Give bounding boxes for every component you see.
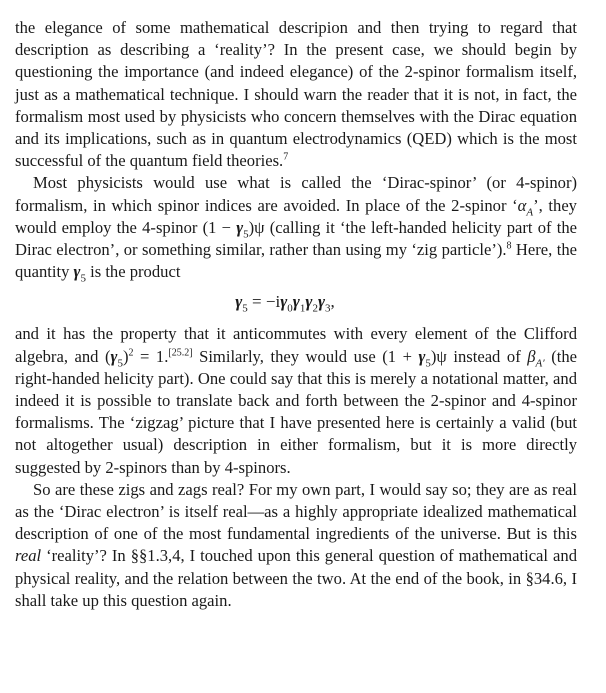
text: ‘reality’? In §§1.3,4, I touched upon this general question of mathematical and physical reality, and the relation between the two. At the end of the book, in §34.6, I shall take up this question again. xyxy=(15,546,577,610)
math-index: 1 xyxy=(299,302,306,315)
math-exponent: 2 xyxy=(128,347,134,359)
math-gamma: γ xyxy=(235,292,243,312)
footnote-ref[interactable]: 7 xyxy=(283,151,289,163)
paragraph-1 xyxy=(15,17,577,172)
paragraph-2 xyxy=(15,172,577,283)
math-index: A xyxy=(526,205,534,218)
text: is the product xyxy=(85,262,181,282)
math-gamma: γ xyxy=(110,346,118,366)
text: Similarly, they would use (1 + xyxy=(192,346,419,366)
math-index: 5 xyxy=(242,302,248,315)
book-page xyxy=(15,17,577,612)
text: the elegance of some mathematical descripion and then trying to regard that description as describing a ‘reality’? In the present case, we should begin by questioning the importance (and indeed elegance) of the 2-spinor formalism itself, just as a mathematical technique. I should warn the reader that it is not, in fact, the formalism most used by physicists who concern themselves with the Dirac equation and its implications, such as in quantum electrodynamics (QED) which is the most successful of the quantum field theories. xyxy=(15,18,577,171)
math-beta: β xyxy=(527,346,536,366)
footnote-ref[interactable]: 8 xyxy=(506,240,512,252)
math-gamma: γ xyxy=(73,262,81,282)
math-index: 2 xyxy=(312,302,318,315)
text: = 1. xyxy=(133,346,169,366)
math-gamma: γ xyxy=(418,346,426,366)
text: So are these zigs and zags real? For my own part, I would say so; they are as real as the ‘Dirac electron’ is itself real—as a highly appropriate idealized mathematical description of one of the most fundamental ingredients of the universe. But is this xyxy=(15,479,577,544)
math-alpha: α xyxy=(517,195,527,215)
paragraph-3 xyxy=(15,323,577,478)
math-operator: = −i xyxy=(247,292,281,312)
text: ) xyxy=(122,346,129,366)
paragraph-4 xyxy=(15,479,577,612)
math-gamma: γ xyxy=(292,292,300,312)
math-punctuation: , xyxy=(330,292,335,312)
text: Here, the quantity xyxy=(15,240,577,282)
text: Most physicists would use what is called the ‘Dirac-spinor’ (or 4-spinor) formalism, in which spinor indices are avoided. In place of the 2-spinor ‘ xyxy=(15,173,577,215)
math-gamma: γ xyxy=(317,292,326,312)
text: )ψ instead of xyxy=(430,346,528,366)
math-index: 5 xyxy=(425,356,431,369)
math-index: 3 xyxy=(325,302,331,315)
text: ’, they would employ the 4-spinor (1 − xyxy=(15,195,577,237)
math-gamma: γ xyxy=(305,292,313,312)
text: and it has the property that it anticommutes with every element of the Clifford algebra, and ( xyxy=(15,324,577,366)
math-index: 0 xyxy=(287,302,293,315)
math-index: 5 xyxy=(80,272,86,285)
math-index: A′ xyxy=(535,356,545,369)
math-gamma: γ xyxy=(236,217,244,237)
exercise-ref[interactable]: [25.2] xyxy=(168,347,193,359)
equation-gamma5 xyxy=(15,290,577,314)
math-index: 5 xyxy=(117,356,123,369)
emphasis: real xyxy=(15,546,42,566)
math-gamma: γ xyxy=(280,292,288,312)
text: (the right-handed helicity part). One could say that this is merely a notational matter, and indeed it is possible to translate back and forth between the 2-spinor and 4-spinor formalisms. The ‘zigzag’ picture that I have presented here is certainly a valid (but not altogether usual) description in either formalism, but it is more directly suggested by 2-spinors than by 4-spinors. xyxy=(15,346,578,477)
math-index: 5 xyxy=(243,228,249,241)
text: )ψ (calling it ‘the left-handed helicity part of the Dirac electron’, or something similar, rather than using my ‘zig particle’). xyxy=(15,217,577,260)
